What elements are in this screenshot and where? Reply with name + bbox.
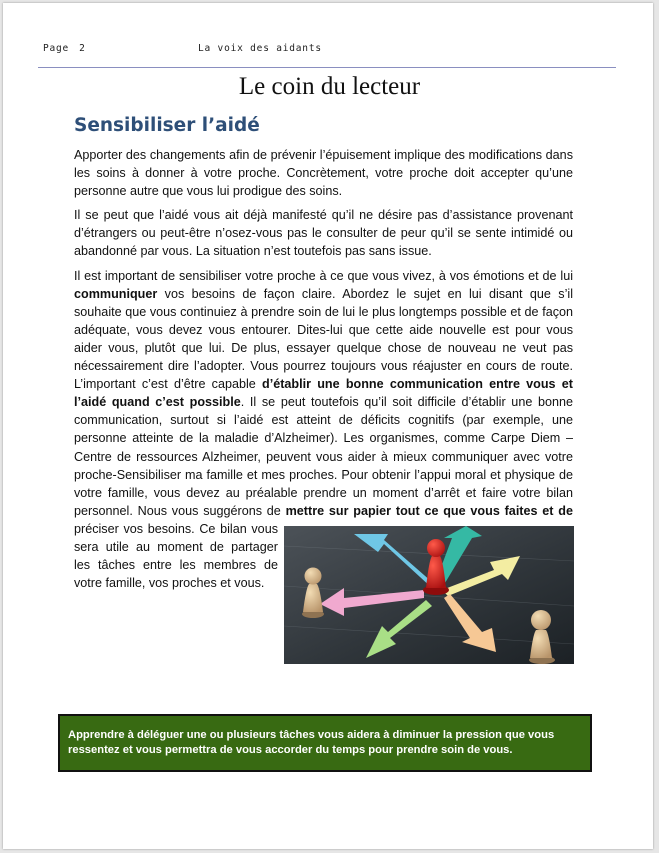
page-header xyxy=(43,43,619,59)
callout-text: Apprendre à déléguer une ou plusieurs tâches vous aidera à diminuer la pression que vous ressentez et vous permettra de vous accorder du temps pour prendre soin de vous. xyxy=(68,729,555,756)
paragraph-2: Il se peut que l’aidé vous ait déjà manifesté qu’il ne désire pas d’assistance provenant d’étrangers ou peut-être n’osez-vous pas le consulter de peur qu’il se sente intimidé ou abandonné par vous. La situation n’est toutefois pas sans issue. xyxy=(74,208,573,259)
delegation-photo xyxy=(284,526,574,664)
header-rule xyxy=(38,67,616,68)
section-title: Sensibiliser l’aidé xyxy=(74,115,260,136)
page-title: Le coin du lecteur xyxy=(238,73,421,100)
paragraph-3-text: préciser vos besoins. Ce bilan vous sera utile au moment de partager les tâches entre les membres de votre famille, vos proches et vous. xyxy=(74,521,278,591)
paragraph-3-text: Il est important de sensibiliser votre proche à ce que vous vivez, à vos émotions et de lui xyxy=(74,268,573,283)
callout-box xyxy=(58,714,592,772)
page-number-value: 2 xyxy=(79,43,86,54)
page-label: Page xyxy=(43,43,70,54)
paragraph-3-bold: mettre sur papier tout ce que vous faites et de xyxy=(285,503,573,518)
publication-name: La voix des aidants xyxy=(198,43,322,54)
paragraph-3 xyxy=(74,267,573,593)
page-number xyxy=(43,43,86,54)
article-body xyxy=(74,146,573,664)
paragraph-3-bold: communiquer xyxy=(74,286,158,301)
paragraph-1: Apporter des changements afin de prévenir l’épuisement implique des modifications dans les soins à donner à votre proche. Concrètement, votre proche doit accepter qu’une personne autre que vous lui prodigue des soins. xyxy=(74,148,573,199)
paragraph-3-text: vos besoins de façon claire. Abordez le sujet en lui disant que s’il souhaite que vous continuiez à prendre soin de lui le plus longtemps possible et de façon adéquate, vous devez vous entourer. Dites-lui que cette aide nouvelle est pour vous aider vous, plutôt que lui. De plus, essayer quelque chose de nouveau ne veut pas nécessairement dire l’adopter. Vous pourrez toujours vous réajuster en cours de route. L’important c’est d’être capable xyxy=(74,286,573,392)
paragraph-3-text: . Il se peut toutefois qu’il soit difficile d’établir une bonne communication, surtout si l’aidé est atteint de déficits cognitifs (par exemple, une personne atteinte de la maladie d’Alzheimer). Les organismes, comme Carpe Diem – Centre de ressources Alzheimer, peuvent vous aider à mieux communiquer avec votre proche-Sensibiliser ma famille et mes proches. Pour obtenir l’appui moral et physique de votre famille, vous devez au préalable prendre un moment d’arrêt et faire votre bilan personnel. Nous vous suggérons de xyxy=(74,395,574,518)
paragraph-3-bold: d’établir une bonne communication entre vous et l’aidé quand c’est possible xyxy=(74,377,573,410)
